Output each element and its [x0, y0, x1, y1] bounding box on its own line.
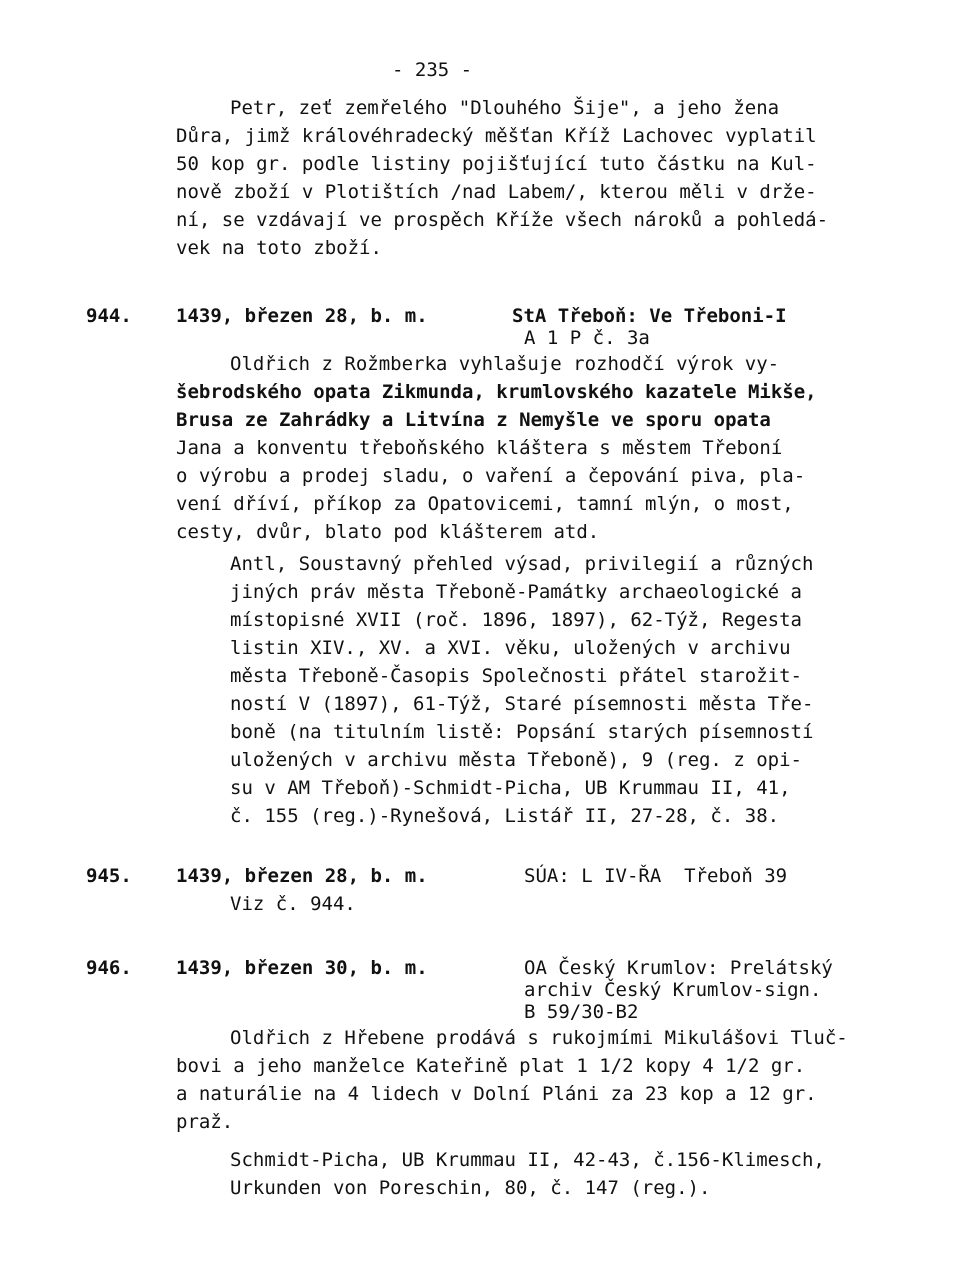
- bibliography-line: listin XIV., XV. a XVI. věku, uložených v archivu: [230, 637, 791, 659]
- bibliography-line: Schmidt-Picha, UB Krummau II, 42-43, č.156-Klimesch,: [230, 1149, 825, 1171]
- bibliography-line: Antl, Soustavný přehled výsad, privilegií a různých: [230, 553, 814, 575]
- bibliography-line: č. 155 (reg.)-Rynešová, Listář II, 27-28, č. 38.: [230, 805, 780, 827]
- entry-number: 944.: [86, 305, 132, 327]
- regest-line: praž.: [176, 1111, 234, 1133]
- regest-line: bovi a jeho manželce Kateřině plat 1 1/2 kopy 4 1/2 gr.: [176, 1055, 806, 1077]
- regest-line: a naturálie na 4 lidech v Dolní Pláni za 23 kop a 12 gr.: [176, 1083, 817, 1105]
- entry-number: 945.: [86, 865, 132, 887]
- cross-reference: Viz č. 944.: [230, 893, 356, 915]
- bibliography-line: su v AM Třeboň)-Schmidt-Picha, UB Krummau II, 41,: [230, 777, 791, 799]
- intro-line: 50 kop gr. podle listiny pojišťující tuto částku na Kul-: [176, 153, 817, 175]
- entry-number: 946.: [86, 957, 132, 979]
- archive-reference: A 1 P č. 3a: [524, 327, 650, 349]
- bibliography-line: místopisné XVII (roč. 1896, 1897), 62-Týž, Regesta: [230, 609, 802, 631]
- intro-line: vek na toto zboží.: [176, 237, 382, 259]
- archive-reference: SÚA: L IV-ŘA Třeboň 39: [524, 865, 788, 887]
- archive-reference: StA Třeboň: Ve Třeboni-I: [512, 305, 787, 327]
- regest-line: Jana a konventu třeboňského kláštera s městem Třeboní: [176, 437, 783, 459]
- bibliography-line: uložených v archivu města Třeboně), 9 (reg. z opi-: [230, 749, 802, 771]
- bibliography-line: boně (na titulním listě: Popsání starých písemností: [230, 721, 814, 743]
- regest-line: Oldřich z Rožmberka vyhlašuje rozhodčí výrok vy-: [230, 353, 780, 375]
- regest-line: šebrodského opata Zikmunda, krumlovského kazatele Mikše,: [176, 381, 817, 403]
- page-number: - 235 -: [392, 59, 473, 81]
- bibliography-line: města Třeboně-Časopis Společnosti přátel starožit-: [230, 665, 802, 687]
- entry-date: 1439, březen 28, b. m.: [176, 865, 428, 887]
- archive-reference: OA Český Krumlov: Prelátský: [524, 957, 833, 979]
- regest-line: o výrobu a prodej sladu, o vaření a čepování piva, pla-: [176, 465, 806, 487]
- bibliography-line: jiných práv města Třeboně-Památky archaeologické a: [230, 581, 802, 603]
- entry-date: 1439, březen 30, b. m.: [176, 957, 428, 979]
- archive-reference: B 59/30-B2: [524, 1001, 639, 1023]
- regest-line: cesty, dvůr, blato pod klášterem atd.: [176, 521, 600, 543]
- bibliography-line: ností V (1897), 61-Týž, Staré písemnosti města Tře-: [230, 693, 814, 715]
- regest-line: Oldřich z Hřebene prodává s rukojmími Mikulášovi Tluč-: [230, 1027, 848, 1049]
- regest-line: Brusa ze Zahrádky a Litvína z Nemyšle ve sporu opata: [176, 409, 771, 431]
- intro-line: ní, se vzdávají ve prospěch Kříže všech nároků a pohledá-: [176, 209, 829, 231]
- archive-reference: archiv Český Krumlov-sign.: [524, 979, 822, 1001]
- entry-date: 1439, březen 28, b. m.: [176, 305, 428, 327]
- intro-line: Petr, zeť zemřelého "Dlouhého Šije", a jeho žena: [230, 97, 780, 119]
- regest-line: vení dříví, příkop za Opatovicemi, tamní mlýn, o most,: [176, 493, 794, 515]
- intro-line: nově zboží v Plotištích /nad Labem/, kterou měli v drže-: [176, 181, 817, 203]
- intro-line: Důra, jimž královéhradecký měšťan Kříž Lachovec vyplatil: [176, 125, 817, 147]
- bibliography-line: Urkunden von Poreschin, 80, č. 147 (reg.).: [230, 1177, 711, 1199]
